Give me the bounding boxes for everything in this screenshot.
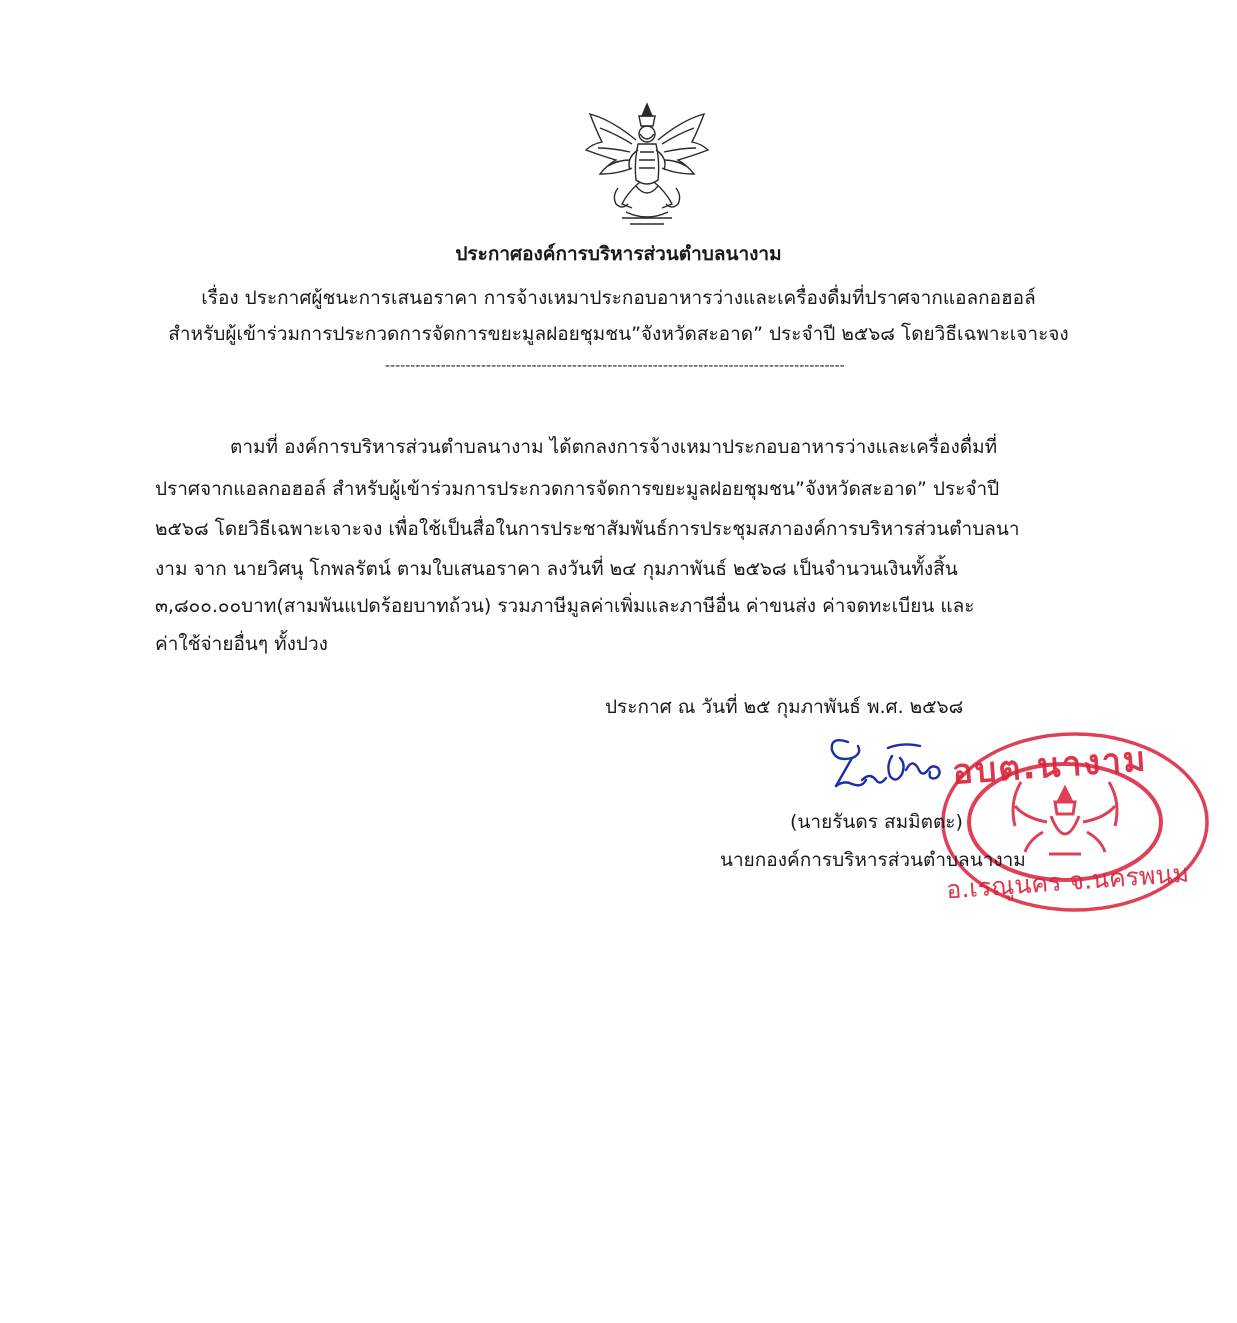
organization-title: ประกาศองค์การบริหารส่วนตำบลนางาม [455,243,782,265]
announce-date: ประกาศ ณ วันที่ ๒๕ กุมภาพันธ์ พ.ศ. ๒๕๖๘ [605,696,964,718]
paragraph-line-2: ปราศจากแอลกอฮอล์ สำหรับผู้เข้าร่วมการประกวดการจัดการขยะมูลฝอยชุมชน”จังหวัดสะอาด” ประจำปี [155,478,1000,500]
stamp-bottom-text: อ.เรณูนคร จ.นครพนม [945,858,1190,905]
paragraph-line-3: ๒๕๖๘ โดยวิธีเฉพาะเจาะจง เพื่อใช้เป็นสื่อในการประชาสัมพันธ์การประชุมสภาองค์การบริหารส่วนตำบลนา [155,518,1020,540]
paragraph-line-4: งาม จาก นายวิศนุ โกพลรัตน์ ตามใบเสนอราคา ลงวันที่ ๒๔ กุมภาพันธ์ ๒๕๖๘ เป็นจำนวนเงินทั้งสิ้น [155,558,958,580]
subject-line-1: เรื่อง ประกาศผู้ชนะการเสนอราคา การจ้างเหมาประกอบอาหารว่างและเครื่องดื่มที่ปราศจากแอลกอฮอล์ [201,287,1036,309]
garuda-emblem-icon [582,100,712,230]
header-divider: ------------------------------------------------------------------------------------------- [385,358,845,374]
paragraph-line-1: ตามที่ องค์การบริหารส่วนตำบลนางาม ได้ตกลงการจ้างเหมาประกอบอาหารว่างและเครื่องดื่มที่ [230,436,998,458]
handwritten-signature-icon [822,728,952,798]
signer-position: นายกองค์การบริหารส่วนตำบลนางาม [720,849,1026,871]
stamp-top-text: อบต.นางาม [950,739,1149,793]
paragraph-line-5: ๓,๘๐๐.๐๐บาท(สามพันแปดร้อยบาทถ้วน) รวมภาษีมูลค่าเพิ่มและภาษีอื่น ค่าขนส่ง ค่าจดทะเบียน และ [155,595,975,617]
subject-line-2: สำหรับผู้เข้าร่วมการประกวดการจัดการขยะมูลฝอยชุมชน”จังหวัดสะอาด” ประจำปี ๒๕๖๘ โดยวิธีเฉพาะเจาะจง [168,323,1069,345]
signer-name: (นายรันดร สมมิตตะ) [790,811,963,833]
paragraph-line-6: ค่าใช้จ่ายอื่นๆ ทั้งปวง [155,633,328,655]
